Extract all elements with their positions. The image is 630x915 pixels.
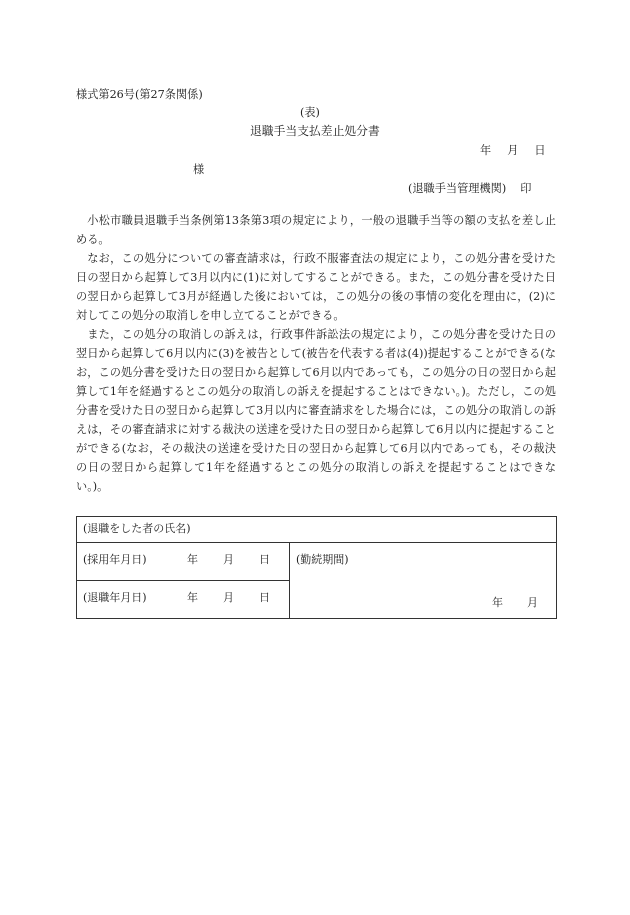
issue-date-day: 日 xyxy=(534,144,546,157)
service-period-label: (勤続期間) xyxy=(296,553,349,566)
service-period-cell xyxy=(290,543,557,619)
service-period-value xyxy=(492,594,538,610)
hire-date-month: 月 xyxy=(223,553,234,566)
body-text xyxy=(76,211,556,496)
retiree-name-cell xyxy=(77,517,557,543)
hire-date-label: (採用年月日) xyxy=(83,553,147,566)
body-paragraph-3: また，この処分の取消しの訴えは，行政事件訴訟法の規定により，この処分書を受けた日の翌日から起算して6月以内に(3)を被告として(被告を代表する者は(4))提起することができる(なお，この処分書を受けた日の翌日から起算して6月以内であっても，この処分の日の翌日から起算して1年を経過するとこの処分の取消しの訴えを提起することはできない。)。ただし，この処分書を受けた日の翌日から起算して3月以内に審査請求をした場合には，この処分の取消しの訴えは，その審査請求に対する裁決の送達を受けた日の翌日から起算して6月以内に提起することができる(なお，その裁決の送達を受けた日の翌日から起算して6月以内であっても，その裁決の日の翌日から起算して1年を経過するとこの処分の取消しの訴えを提起することはできない。)。 xyxy=(76,328,556,493)
issue-date xyxy=(480,142,546,158)
issuer-label: (退職手当管理機関) xyxy=(408,182,507,195)
service-period-month: 月 xyxy=(527,596,538,609)
seal-mark: 印 xyxy=(520,182,532,195)
page-side-label: (表) xyxy=(300,106,320,119)
issue-date-month: 月 xyxy=(507,144,519,157)
retiree-info-table xyxy=(76,516,557,619)
retire-date-year: 年 xyxy=(187,591,198,604)
retire-date-month: 月 xyxy=(223,591,234,604)
document-title: 退職手当支払差止処分書 xyxy=(250,124,380,138)
hire-date-year: 年 xyxy=(187,553,198,566)
form-number: 様式第26号(第27条関係) xyxy=(76,88,203,101)
retiree-name-label: (退職をした者の氏名) xyxy=(83,522,191,535)
body-paragraph-1: 小松市職員退職手当条例第13条第3項の規定により，一般の退職手当等の額の支払を差し止める。 xyxy=(76,214,556,246)
service-period-year: 年 xyxy=(492,596,503,609)
issuer-line xyxy=(408,180,531,196)
hire-date-day: 日 xyxy=(259,553,270,566)
retire-date-label: (退職年月日) xyxy=(83,591,147,604)
body-paragraph-2: なお，この処分についての審査請求は，行政不服審査法の規定により，この処分書を受けた日の翌日から起算して3月以内に(1)に対してすることができる。また，この処分書を受けた日の翌日から起算して3月が経過した後においては，この処分の後の事情の変化を理由に，(2)に対してこの処分の取消しを申し立てることができる。 xyxy=(76,252,556,322)
addressee-suffix: 様 xyxy=(193,163,205,176)
retire-date-day: 日 xyxy=(259,591,270,604)
hire-date-cell xyxy=(77,543,290,581)
issue-date-year: 年 xyxy=(480,144,492,157)
retire-date-cell xyxy=(77,581,290,619)
